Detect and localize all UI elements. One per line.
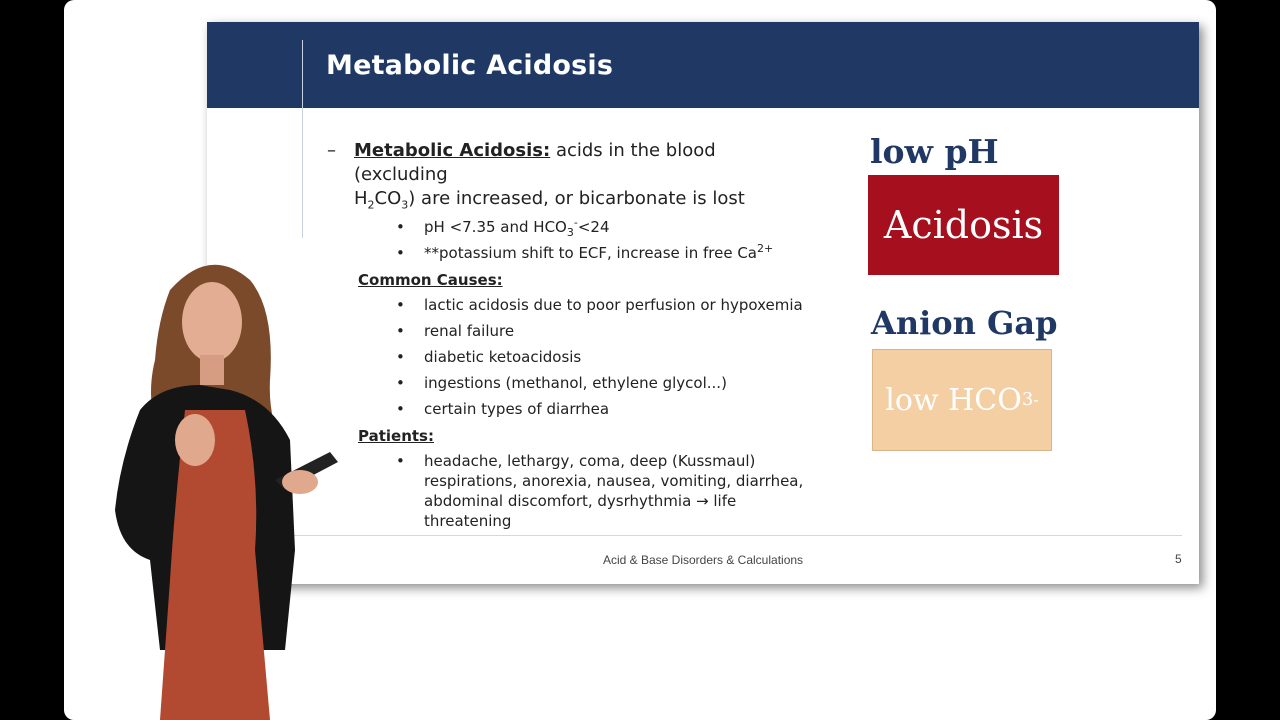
formula-h: H	[354, 188, 368, 209]
patients-list	[324, 451, 814, 531]
definition-text: ) are increased, or bicarbonate is lost	[408, 188, 745, 209]
criteria-text: <24	[577, 218, 610, 236]
causes-label: Common Causes:	[358, 271, 503, 289]
formula-sub: 2	[367, 198, 375, 212]
footer-divider	[292, 535, 1182, 536]
patients-label: Patients:	[358, 427, 434, 445]
formula-sub: 3	[566, 226, 574, 239]
definition-term: Metabolic Acidosis:	[354, 140, 551, 161]
acidosis-box	[868, 175, 1059, 275]
page-number: 5	[1175, 552, 1182, 566]
low-ph-heading: low pH	[870, 132, 999, 171]
video-frame	[64, 0, 1216, 720]
list-item	[396, 217, 814, 237]
causes-list	[324, 295, 814, 419]
definition-text: acids in the blood (excluding	[354, 140, 716, 185]
list-item: • certain types of diarrhea	[396, 399, 814, 419]
presenter-face	[182, 282, 242, 362]
formula-sup: 2+	[757, 242, 774, 255]
acidosis-label: Acidosis	[883, 203, 1044, 247]
list-item: • ingestions (methanol, ethylene glycol...)	[396, 373, 814, 393]
list-item: • lactic acidosis due to poor perfusion or hypoxemia	[396, 295, 814, 315]
list-item: • renal failure	[396, 321, 814, 341]
list-item	[396, 243, 814, 263]
slide-footer: Acid & Base Disorders & Calculations	[602, 553, 804, 567]
presenter-hand	[282, 470, 318, 494]
list-item: • diabetic ketoacidosis	[396, 347, 814, 367]
criteria-list	[324, 217, 814, 263]
slide-title: Metabolic Acidosis	[326, 50, 614, 81]
formula-co: CO	[374, 188, 402, 209]
dash-bullet: –	[327, 140, 336, 161]
presenter-neck	[200, 355, 224, 385]
slide-body	[324, 139, 814, 531]
criteria-text: **potassium shift to ECF, increase in free Ca	[424, 244, 757, 262]
low-hco3-label: low HCO	[885, 382, 1022, 418]
formula-sub: 3	[401, 198, 409, 212]
presenter-image	[100, 250, 370, 720]
anion-gap-heading: Anion Gap	[871, 304, 1058, 342]
definition	[324, 139, 814, 211]
header-divider	[302, 40, 303, 238]
presenter-hand	[175, 414, 215, 466]
list-item: • headache, lethargy, coma, deep (Kussmaul) respirations, anorexia, nausea, vomiting, diarrhea, abdominal discomfort, dysrhythmia → life threatening	[396, 451, 804, 531]
criteria-text: pH <7.35 and HCO	[424, 218, 567, 236]
formula-sup: -	[573, 216, 578, 229]
low-hco3-box: low HCO 3 -	[872, 349, 1052, 451]
